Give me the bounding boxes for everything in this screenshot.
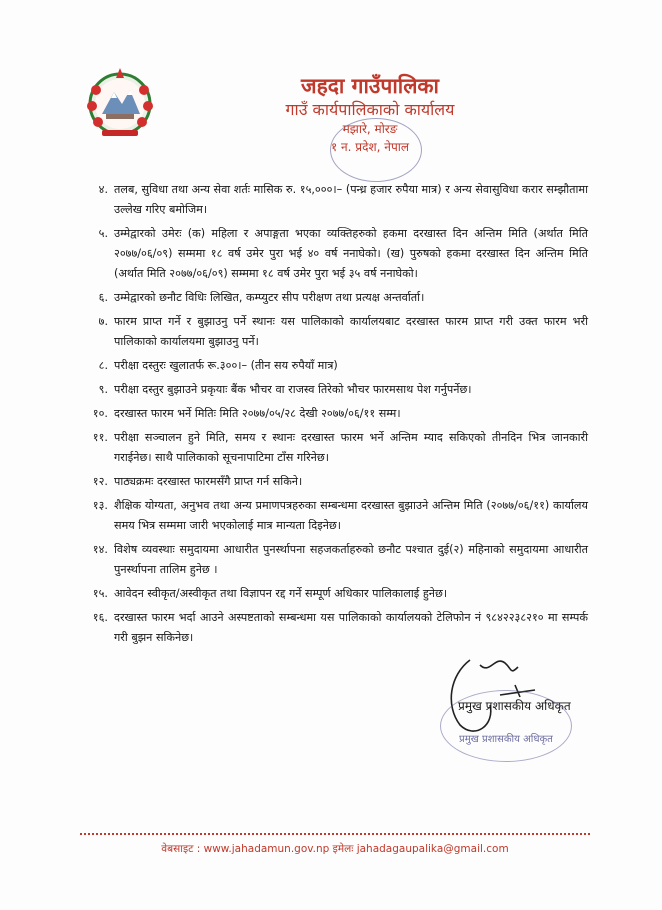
address-line-1: मझारे, मोरङ	[342, 122, 398, 136]
signatory-title: प्रमुख प्रशासकीय अधिकृत	[458, 699, 571, 713]
list-item: ९. परीक्षा दस्तुर बुझाउने प्रकृयाः बैंक भौचर वा राजस्व तिरेको भौचर फारमसाथ पेश गर्नुपर्नेछ।	[98, 383, 472, 396]
municipality-title: जहदा गाउँपालिका	[300, 74, 439, 98]
list-item: ८. परीक्षा दस्तुरः खुलातर्फ रू.३००।– (तीन सय रुपैयाँ मात्र)	[98, 359, 338, 372]
list-item: १०. दरखास्त फारम भर्ने मितिः मिति २०७७/०५/२८ देखी २०७७/०६/११ सम्म।	[92, 407, 401, 420]
list-item: ४. तलब, सुविधा तथा अन्य सेवा शर्तः मासिक रु. १५,०००।– (पन्ध्र हजार रुपैया मात्र) र अन्य सेवासुविधा करार सम्झौतामा उल्लेख गरिए बमोजिम।	[98, 183, 588, 216]
list-item: ७. फारम प्राप्त गर्ने र बुझाउनु पर्ने स्थानः यस पालिकाको कार्यालयबाट दरखास्त फारम प्राप्त गरी उक्त फारम भरी पालिकाको कार्यालयमा बुझाउनु पर्ने।	[98, 315, 588, 348]
list-item: १३. शैक्षिक योग्यता, अनुभव तथा अन्य प्रमाणपत्रहरुका सम्बन्धमा दरखास्त बुझाउने अन्तिम मिति (२०७७/०६/११) कार्यालय समय भित्र सम्ममा जारी भएकोलाई मात्र मान्यता दिइनेछ।	[92, 499, 588, 532]
list-item: १४. विशेष व्यवस्थाः समुदायमा आधारीत पुनर्स्थापना सहजकर्ताहरुको छनौट पश्चात दुई(२) महिनाको समुदायमा आधारीत पुनर्स्थापना तालिम हुनेछ ।	[92, 543, 588, 576]
list-item: ११. परीक्षा सञ्चालन हुने मिति, समय र स्थानः दरखास्त फारम भर्ने अन्तिम म्याद सकिएको तीनदिन भित्र जानकारी गराईनेछ। साथै पालिकाको सूचनापाटिमा टाँस गरिनेछ।	[92, 431, 588, 464]
official-stamp	[440, 690, 572, 762]
stamp-text: प्रमुख प्रशासकीय अधिकृत	[459, 734, 553, 745]
address-line-2: १ न. प्रदेश, नेपाल	[330, 140, 410, 154]
office-name: गाउँ कार्यपालिकाको कार्यालय	[285, 100, 455, 119]
website-link[interactable]: www.jahadamun.gov.np	[203, 843, 330, 855]
list-item: ५. उम्मेद्वारको उमेरः (क) महिला र अपाङ्गता भएका व्यक्तिहरुको हकमा दरखास्त दिन अन्तिम मिति (अर्थात मिति २०७७/०६/०९) सम्ममा १८ वर्ष उमेर पुरा भई ४० वर्ष ननाघेको। (ख) पुरुषको हकमा दरखास्त दिन अन्तिम मिति (अर्थात मिति २०७७/०६/०९) सम्ममा १८ वर्ष उमेर पुरा भई ३५ वर्ष ननाघेको।	[98, 227, 588, 280]
list-item: ६. उम्मेद्वारको छनौट विधिः लिखित, कम्प्युटर सीप परीक्षण तथा प्रत्यक्ष अन्तर्वार्ता।	[98, 291, 425, 304]
email-link[interactable]: jahadagaupalika@gmail.com	[356, 843, 509, 855]
list-item: १५. आवेदन स्वीकृत/अस्वीकृत तथा विज्ञापन रद्द गर्ने सम्पूर्ण अधिकार पालिकालाई हुनेछ।	[92, 587, 448, 600]
footer-divider	[80, 833, 590, 835]
notice-items-list	[78, 180, 588, 652]
list-item: १६. दरखास्त फारम भर्दा आउने अस्पष्टताको सम्बन्धमा यस पालिकाको कार्यालयको टेलिफोन नं ९८४२२३८२१० मा सम्पर्क गरी बुझन सकिनेछ।	[92, 611, 588, 644]
footer	[80, 842, 590, 856]
list-item: १२. पाठ्यक्रमः दरखास्त फारमसँगै प्राप्त गर्न सकिने।	[92, 475, 303, 488]
email-label: इमेलः	[332, 843, 354, 855]
website-label: वेबसाइट :	[161, 843, 201, 855]
office-stamp	[330, 118, 422, 182]
nepal-emblem-icon	[80, 62, 160, 142]
